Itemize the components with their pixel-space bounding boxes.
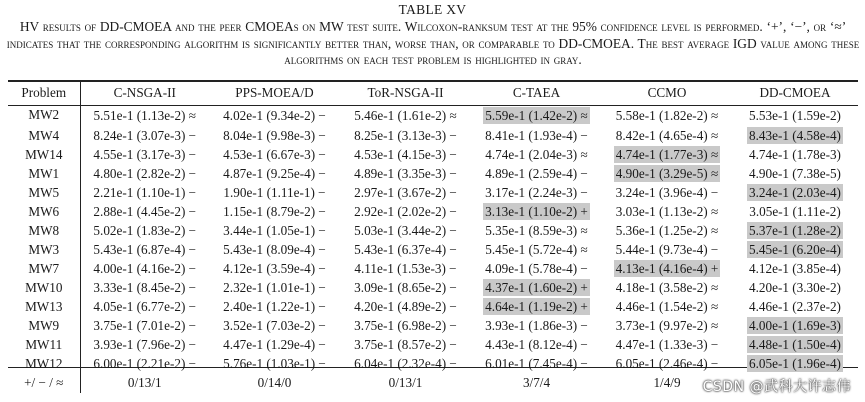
table-cell (80, 104, 209, 126)
problem-name: MW2 (8, 104, 80, 126)
table-body (8, 104, 858, 373)
cell-value: 4.05e-1 (6.77e-2) − (93, 299, 197, 314)
cell-value: 6.00e-1 (2.21e-2) − (93, 356, 197, 371)
cell-value: 4.53e-1 (4.15e-3) − (354, 147, 457, 162)
table-cell (602, 126, 732, 145)
table-cell (602, 202, 732, 221)
table-cell (209, 145, 340, 164)
table-row (8, 278, 858, 297)
results-table (8, 82, 859, 393)
header-row (8, 82, 858, 104)
cell-value: 1.15e-1 (8.79e-2) − (223, 204, 326, 219)
table-cell (471, 297, 602, 316)
problem-name: MW8 (8, 221, 80, 240)
problem-name: MW14 (8, 145, 80, 164)
table-cell (209, 126, 340, 145)
cell-value: 3.75e-1 (7.01e-2) − (93, 318, 197, 333)
table-cell (209, 335, 340, 354)
table-cell (732, 183, 858, 202)
table-cell (602, 104, 732, 126)
table-row (8, 335, 858, 354)
cell-value: 4.80e-1 (2.82e-2) − (93, 166, 197, 181)
table-cell (209, 221, 340, 240)
cell-value: 3.73e-1 (9.97e-2) ≈ (615, 318, 719, 333)
table-row (8, 316, 858, 335)
table-cell (602, 164, 732, 183)
table-cell (732, 126, 858, 145)
cell-value: 3.75e-1 (6.98e-2) − (354, 318, 457, 333)
cell-value: 8.25e-1 (3.13e-3) − (354, 128, 457, 143)
cell-value: 4.12e-1 (3.85e-4) (749, 261, 841, 276)
problem-name: MW1 (8, 164, 80, 183)
cell-value: 4.00e-1 (4.16e-2) − (93, 261, 197, 276)
table-cell (471, 164, 602, 183)
best-value: 4.64e-1 (1.19e-2) + (485, 299, 588, 314)
cell-value: 4.74e-1 (1.78e-3) (749, 147, 841, 162)
table-cell (209, 259, 340, 278)
table-cell (732, 354, 858, 373)
cell-value: 4.90e-1 (7.38e-5) (749, 166, 841, 181)
table-cell (471, 221, 602, 240)
cell-value: 2.21e-1 (1.10e-1) − (93, 185, 197, 200)
cell-value: 4.09e-1 (5.78e-4) − (485, 261, 588, 276)
cell-value: 4.53e-1 (6.67e-3) − (223, 147, 326, 162)
best-value: 4.13e-1 (4.16e-4) + (615, 261, 719, 276)
table-cell (80, 221, 209, 240)
table-cell (602, 354, 732, 373)
cell-value: 5.03e-1 (3.44e-2) − (354, 223, 457, 238)
cell-value: 6.01e-1 (7.45e-4) − (485, 356, 588, 371)
cell-value: 4.02e-1 (9.34e-2) − (223, 107, 326, 123)
table-cell (471, 145, 602, 164)
table-cell (340, 316, 471, 335)
table-row (8, 202, 858, 221)
table-cell (80, 278, 209, 297)
cell-value: 5.45e-1 (5.72e-4) ≈ (485, 242, 588, 257)
problem-name: MW4 (8, 126, 80, 145)
table-cell (732, 316, 858, 335)
table-cell (80, 183, 209, 202)
table-cell (80, 259, 209, 278)
cell-value: 2.88e-1 (4.45e-2) − (93, 204, 197, 219)
table-cell (471, 316, 602, 335)
table-cell (602, 221, 732, 240)
cell-value: 5.76e-1 (1.03e-1) − (223, 356, 326, 371)
table-cell (471, 259, 602, 278)
cell-value: 4.87e-1 (9.25e-4) − (223, 166, 326, 181)
cell-value: 8.41e-1 (1.93e-4) − (485, 128, 588, 143)
cell-value: 4.46e-1 (2.37e-2) (749, 299, 841, 314)
column-header: ToR-NSGA-II (367, 85, 444, 100)
table-cell (340, 354, 471, 373)
cell-value: 8.42e-1 (4.65e-4) ≈ (615, 128, 719, 143)
table-cell (732, 145, 858, 164)
table-cell (80, 164, 209, 183)
table-cell (732, 259, 858, 278)
table-row (8, 354, 858, 373)
table-cell (340, 104, 471, 126)
best-value: 4.37e-1 (1.60e-2) + (485, 280, 588, 295)
cell-value: 5.46e-1 (1.61e-2) ≈ (354, 107, 457, 123)
table-cell (209, 164, 340, 183)
table-cell (340, 259, 471, 278)
cell-value: 2.40e-1 (1.22e-1) − (223, 299, 326, 314)
cell-value: 3.17e-1 (2.24e-3) − (485, 185, 588, 200)
table-cell (340, 164, 471, 183)
cell-value: 4.18e-1 (3.58e-2) ≈ (615, 280, 719, 295)
cell-value: 4.46e-1 (1.54e-2) ≈ (615, 299, 719, 314)
table-cell (340, 335, 471, 354)
best-value: 3.24e-1 (2.03e-4) (749, 185, 841, 200)
cell-value: 3.33e-1 (8.45e-2) − (93, 280, 197, 295)
cell-value: 3.44e-1 (1.05e-1) − (223, 223, 326, 238)
table-cell (471, 240, 602, 259)
cell-value: 5.51e-1 (1.13e-2) ≈ (93, 107, 196, 123)
cell-value: 5.43e-1 (8.09e-4) − (223, 242, 326, 257)
table-cell (340, 297, 471, 316)
table-cell (340, 221, 471, 240)
table-cell (471, 335, 602, 354)
table-cell (732, 104, 858, 126)
table-cell (80, 354, 209, 373)
cell-value: 3.24e-1 (3.96e-4) − (615, 185, 719, 200)
problem-name: MW12 (8, 354, 80, 373)
summary-value: 1/4/9 (653, 375, 681, 390)
column-header: PPS-MOEA/D (235, 85, 314, 100)
table-cell (209, 297, 340, 316)
problem-name: MW11 (8, 335, 80, 354)
table-cell (340, 240, 471, 259)
watermark: CSDN @武科大许志伟 (702, 379, 851, 395)
cell-value: 5.02e-1 (1.83e-2) − (93, 223, 197, 238)
column-header: C-NSGA-II (113, 85, 176, 100)
table-row (8, 221, 858, 240)
cell-value: 4.20e-1 (3.30e-2) (749, 280, 841, 295)
table-cell (340, 126, 471, 145)
summary-value: 3/7/4 (522, 375, 551, 390)
cell-value: 5.53e-1 (1.59e-2) (749, 107, 841, 123)
cell-value: 3.52e-1 (7.03e-2) − (223, 318, 326, 333)
column-header: CCMO (647, 85, 687, 100)
cell-value: 3.09e-1 (8.65e-2) − (354, 280, 457, 295)
cell-value: 4.20e-1 (4.89e-2) − (354, 299, 457, 314)
cell-value: 4.89e-1 (3.35e-3) − (354, 166, 457, 181)
cell-value: 4.47e-1 (1.33e-3) − (615, 337, 719, 352)
table-row (8, 183, 858, 202)
table-cell (471, 126, 602, 145)
cell-value: 2.32e-1 (1.01e-1) − (223, 280, 326, 295)
table-cell (471, 183, 602, 202)
table-cell (209, 240, 340, 259)
table-cell (602, 259, 732, 278)
table-row (8, 164, 858, 183)
table-cell (471, 354, 602, 373)
cell-value: 4.89e-1 (2.59e-4) − (485, 166, 588, 181)
table-cell (732, 278, 858, 297)
table-row (8, 259, 858, 278)
problem-name: MW7 (8, 259, 80, 278)
table-cell (209, 316, 340, 335)
cell-value: 2.92e-1 (2.02e-2) − (354, 204, 457, 219)
table-cell (732, 240, 858, 259)
cell-value: 4.43e-1 (8.12e-4) − (485, 337, 588, 352)
cell-value: 5.43e-1 (6.37e-4) − (354, 242, 457, 257)
caption-text: HV results of DD-CMOEA and the peer CMOEAs on MW test suite. Wilcoxon-ranksum test at the 95% confidence level is performed. ‘+’, ‘−’, or ‘≈’ indicates that the corresponding algorithm is significantly better than, worse than, or comparable to DD-CMOEA. The best average IGD value among these algorithms on each test problem is highlighted in gray. (6, 19, 860, 67)
cell-value: 5.43e-1 (6.87e-4) − (93, 242, 197, 257)
table-cell (80, 335, 209, 354)
best-value: 4.90e-1 (3.29e-5) ≈ (615, 166, 719, 181)
summary-value: 0/13/1 (127, 375, 162, 390)
cell-value: 3.05e-1 (1.11e-2) (749, 204, 841, 219)
cell-value: 5.44e-1 (9.73e-4) − (615, 242, 719, 257)
best-value: 4.00e-1 (1.69e-3) (749, 318, 841, 333)
table-caption (4, 19, 862, 69)
table-cell (80, 145, 209, 164)
table-cell (80, 316, 209, 335)
table-cell (602, 183, 732, 202)
cell-value: 6.04e-1 (2.32e-4) − (354, 356, 457, 371)
best-value: 4.74e-1 (1.77e-3) ≈ (615, 147, 719, 162)
table-cell (732, 297, 858, 316)
table-cell (471, 278, 602, 297)
cell-value: 4.12e-1 (3.59e-4) − (223, 261, 326, 276)
table-cell (209, 183, 340, 202)
problem-name: MW13 (8, 297, 80, 316)
table-cell (732, 221, 858, 240)
cell-value: 5.58e-1 (1.82e-2) ≈ (615, 107, 719, 123)
cell-value: 2.97e-1 (3.67e-2) − (354, 185, 457, 200)
table-cell (340, 183, 471, 202)
table-row (8, 240, 858, 259)
best-value: 4.48e-1 (1.50e-4) (749, 337, 841, 352)
table-cell (209, 354, 340, 373)
best-value: 8.43e-1 (4.58e-4) (749, 128, 841, 143)
problem-name: MW10 (8, 278, 80, 297)
table-cell (209, 278, 340, 297)
best-value: 3.13e-1 (1.10e-2) + (485, 204, 588, 219)
cell-value: 4.55e-1 (3.17e-3) − (93, 147, 197, 162)
cell-value: 4.47e-1 (1.29e-4) − (223, 337, 326, 352)
table-cell (602, 145, 732, 164)
table-row (8, 104, 858, 126)
best-value: 5.45e-1 (6.20e-4) (749, 242, 841, 257)
cell-value: 1.90e-1 (1.11e-1) − (223, 185, 326, 200)
cell-value: 5.36e-1 (1.25e-2) ≈ (615, 223, 719, 238)
cell-value: 5.35e-1 (8.59e-3) ≈ (485, 223, 588, 238)
table-cell (732, 202, 858, 221)
table-cell (602, 240, 732, 259)
best-value: 5.37e-1 (1.28e-2) (749, 223, 841, 238)
cell-value: 3.75e-1 (8.57e-2) − (354, 337, 457, 352)
cell-value: 3.93e-1 (7.96e-2) − (93, 337, 197, 352)
table-cell (471, 104, 602, 126)
table-cell (732, 335, 858, 354)
table-row (8, 297, 858, 316)
table-cell (80, 297, 209, 316)
table-cell (732, 164, 858, 183)
summary-label: +/ − / ≈ (8, 373, 80, 393)
problem-name: MW5 (8, 183, 80, 202)
table-cell (602, 297, 732, 316)
table-label: TABLE XV (398, 2, 467, 17)
table-cell (602, 335, 732, 354)
summary-value: 0/14/0 (257, 375, 292, 390)
table-cell (80, 202, 209, 221)
cell-value: 3.93e-1 (1.86e-3) − (485, 318, 588, 333)
summary-value: 0/13/1 (388, 375, 423, 390)
table-cell (602, 316, 732, 335)
table-cell (80, 126, 209, 145)
cell-value: 8.24e-1 (3.07e-3) − (93, 128, 197, 143)
table-cell (209, 202, 340, 221)
column-header-problem: Problem (8, 82, 80, 104)
cell-value: 3.03e-1 (1.13e-2) ≈ (615, 204, 719, 219)
cell-value: 4.11e-1 (1.53e-3) − (354, 261, 457, 276)
table-row (8, 145, 858, 164)
table-cell (80, 240, 209, 259)
cell-value: 6.05e-1 (2.46e-4) − (615, 356, 719, 371)
table-cell (340, 202, 471, 221)
column-header: DD-CMOEA (759, 85, 831, 100)
table-cell (209, 104, 340, 126)
best-value: 5.59e-1 (1.42e-2) ≈ (485, 107, 588, 123)
table-cell (340, 145, 471, 164)
cell-value: 8.04e-1 (9.98e-3) − (223, 128, 326, 143)
table-row (8, 126, 858, 145)
best-value: 6.05e-1 (1.96e-4) (749, 356, 841, 371)
table-cell (602, 278, 732, 297)
table-cell (340, 278, 471, 297)
problem-name: MW9 (8, 316, 80, 335)
problem-name: MW3 (8, 240, 80, 259)
column-header: C-TAEA (512, 85, 561, 100)
table-cell (471, 202, 602, 221)
problem-name: MW6 (8, 202, 80, 221)
cell-value: 4.74e-1 (2.04e-3) ≈ (485, 147, 588, 162)
